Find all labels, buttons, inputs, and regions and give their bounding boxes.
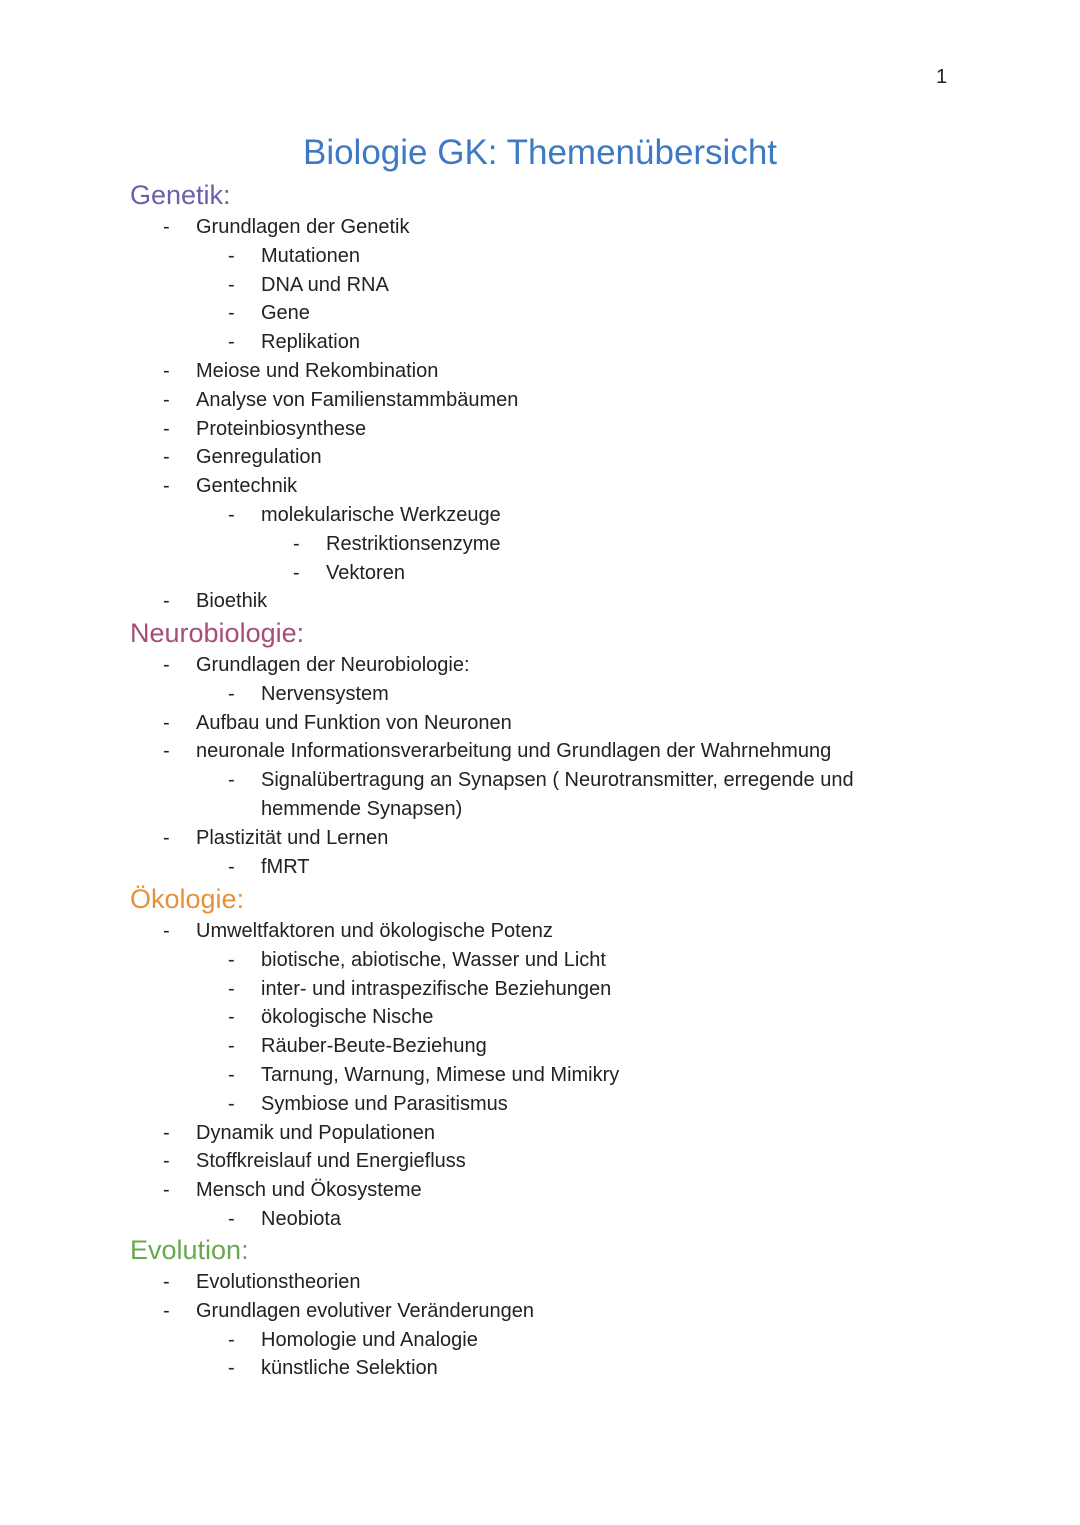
list-item (130, 587, 1030, 616)
list-item-text: Neobiota (261, 1207, 342, 1230)
neurobiologie-list (130, 651, 1030, 881)
list-item-text: Mensch und Ökosysteme (196, 1179, 422, 1202)
list-item (130, 680, 1030, 709)
section-genetik (130, 177, 1030, 616)
list-item (130, 1119, 1030, 1148)
list-item-text: Dynamik und Populationen (196, 1121, 436, 1144)
list-item-text: Grundlagen evolutiver Veränderungen (196, 1299, 535, 1322)
oekologie-list (130, 917, 1030, 1234)
list-item (130, 299, 1030, 328)
list-item-text: Grundlagen der Neurobiologie: (196, 654, 470, 676)
list-item-text: Nervensystem (261, 682, 389, 705)
dash-bullet: - (163, 590, 170, 613)
dash-bullet: - (163, 1179, 170, 1202)
dash-bullet: - (228, 1328, 235, 1351)
dash-bullet: - (228, 855, 235, 878)
section-heading-oekologie: Ökologie: (130, 884, 245, 914)
section-neurobiologie (130, 615, 1030, 881)
list-item (130, 709, 1030, 738)
section-evolution (130, 1232, 1030, 1383)
list-item-text: Symbiose und Parasitismus (261, 1092, 508, 1115)
dash-bullet: - (163, 1150, 170, 1173)
list-item-text: Plastizität und Lernen (196, 826, 389, 849)
dash-bullet: - (163, 417, 170, 440)
section-heading-neurobiologie: Neurobiologie: (130, 618, 305, 648)
list-item (130, 737, 1030, 766)
list-item (130, 415, 1030, 444)
page-number: 1 (936, 66, 948, 88)
list-item (130, 472, 1030, 501)
dash-bullet: - (163, 740, 170, 763)
dash-bullet: - (228, 1357, 235, 1380)
dash-bullet: - (163, 359, 170, 382)
list-item-text: Evolutionstheorien (196, 1271, 361, 1293)
page-title: Biologie GK: Themenübersicht (302, 133, 778, 172)
dash-bullet: - (163, 654, 170, 676)
dash-bullet: - (163, 711, 170, 734)
dash-bullet: - (228, 1092, 235, 1115)
dash-bullet: - (228, 1006, 235, 1029)
list-item-text: biotische, abiotische, Wasser und Licht (261, 948, 606, 971)
list-item-text: Proteinbiosynthese (196, 417, 367, 440)
list-item (130, 1003, 1030, 1032)
list-item-text: Umweltfaktoren und ökologische Potenz (196, 920, 553, 942)
list-item-text: inter- und intraspezifische Beziehungen (261, 977, 612, 1000)
list-item (130, 1061, 1030, 1090)
dash-bullet: - (293, 561, 300, 584)
section-heading-genetik: Genetik: (130, 180, 231, 210)
dash-bullet: - (163, 475, 170, 498)
list-item (130, 559, 1030, 588)
dash-bullet: - (163, 388, 170, 411)
list-item-text: Signalübertragung an Synapsen ( Neurotransmitter, erregende und hemmende Synapsen) (261, 769, 854, 820)
section-heading-evolution: Evolution: (130, 1235, 249, 1265)
dash-bullet: - (228, 244, 235, 267)
list-item-text: molekularische Werkzeuge (261, 503, 501, 526)
dash-bullet: - (228, 1207, 235, 1230)
list-item-text: Homologie und Analogie (261, 1328, 478, 1351)
dash-bullet: - (163, 826, 170, 849)
list-item-text: Stoffkreislauf und Energiefluss (196, 1150, 466, 1173)
list-item-text: Gentechnik (196, 475, 298, 498)
dash-bullet: - (163, 1121, 170, 1144)
dash-bullet: - (228, 302, 235, 325)
list-item-text: Grundlagen der Genetik (196, 216, 410, 238)
list-item (130, 975, 1030, 1004)
dash-bullet: - (228, 769, 235, 792)
list-item (130, 501, 1030, 530)
list-item-text: DNA und RNA (261, 273, 389, 296)
section-oekologie (130, 881, 1030, 1234)
list-item (130, 386, 1030, 415)
dash-bullet: - (228, 1063, 235, 1086)
list-item (130, 766, 921, 824)
dash-bullet: - (163, 216, 170, 238)
list-item-text: fMRT (261, 855, 310, 878)
list-item (130, 1354, 1030, 1383)
list-item (130, 917, 1030, 946)
list-item (130, 530, 1030, 559)
list-item-text: Vektoren (326, 561, 405, 584)
list-item-text: Aufbau und Funktion von Neuronen (196, 711, 512, 734)
list-item (130, 824, 1030, 853)
dash-bullet: - (163, 1299, 170, 1322)
list-item (130, 271, 1030, 300)
dash-bullet: - (228, 977, 235, 1000)
genetik-list (130, 213, 1030, 616)
list-item-text: ökologische Nische (261, 1006, 434, 1029)
dash-bullet: - (228, 948, 235, 971)
dash-bullet: - (228, 682, 235, 705)
list-item (130, 946, 1030, 975)
list-item (130, 1090, 1030, 1119)
dash-bullet: - (228, 1035, 235, 1058)
evolution-list (130, 1268, 1030, 1383)
list-item-text: Replikation (261, 331, 360, 354)
list-item (130, 1326, 1030, 1355)
dash-bullet: - (163, 920, 170, 942)
list-item-text: neuronale Informationsverarbeitung und Grundlagen der Wahrnehmung (196, 740, 832, 763)
list-item-text: künstliche Selektion (261, 1357, 438, 1380)
dash-bullet: - (163, 1271, 170, 1293)
list-item-text: Räuber-Beute-Beziehung (261, 1035, 487, 1058)
list-item (130, 651, 1030, 680)
list-item-text: Analyse von Familienstammbäumen (196, 388, 519, 411)
list-item (130, 443, 1030, 472)
list-item (130, 1147, 1030, 1176)
list-item (130, 853, 1030, 882)
list-item (130, 242, 1030, 271)
list-item (130, 1268, 1030, 1297)
list-item-text: Meiose und Rekombination (196, 359, 439, 382)
list-item (130, 357, 1030, 386)
list-item (130, 328, 1030, 357)
list-item-text: Restriktionsenzyme (326, 532, 501, 555)
dash-bullet: - (228, 331, 235, 354)
list-item (130, 1297, 1030, 1326)
list-item-text: Mutationen (261, 244, 360, 267)
dash-bullet: - (163, 446, 170, 469)
list-item-text: Gene (261, 302, 310, 325)
dash-bullet: - (228, 503, 235, 526)
list-item-text: Genregulation (196, 446, 322, 469)
list-item (130, 1032, 1030, 1061)
list-item-text: Bioethik (196, 590, 268, 613)
dash-bullet: - (293, 532, 300, 555)
list-item (130, 1205, 1030, 1234)
list-item (130, 213, 1030, 242)
list-item-text: Tarnung, Warnung, Mimese und Mimikry (261, 1063, 620, 1086)
dash-bullet: - (228, 273, 235, 296)
list-item (130, 1176, 1030, 1205)
